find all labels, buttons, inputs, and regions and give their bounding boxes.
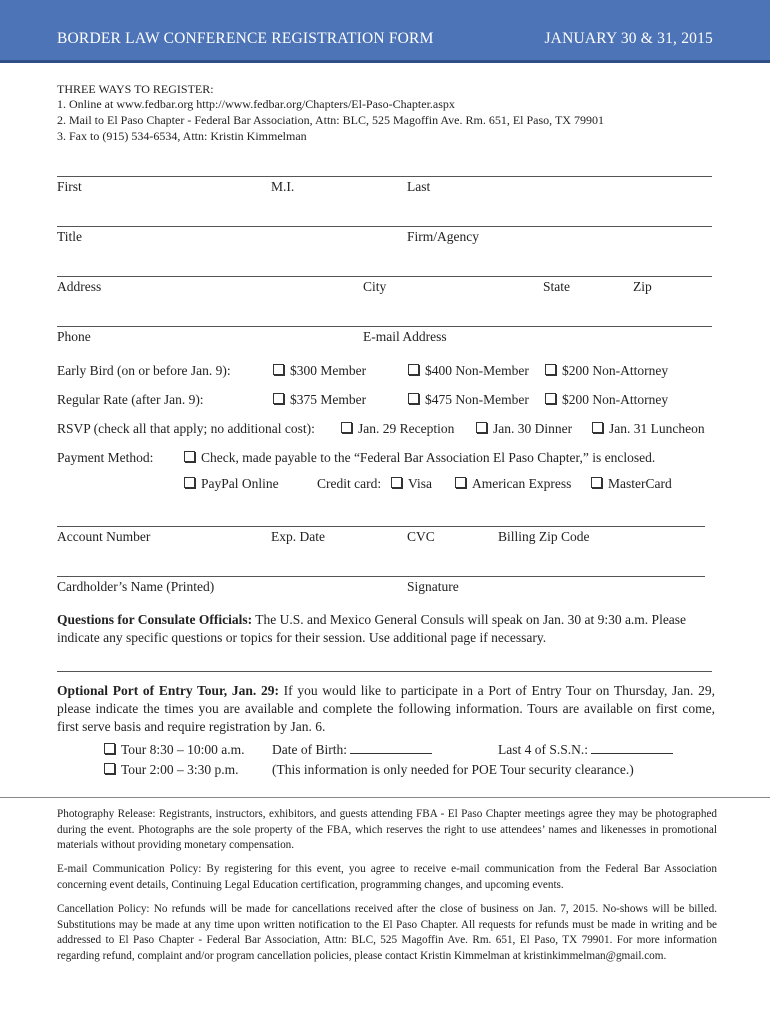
checkbox-icon (341, 422, 352, 433)
mastercard-checkbox[interactable]: MasterCard (591, 476, 672, 492)
dob-blank[interactable] (350, 743, 432, 754)
rsvp-luncheon-checkbox[interactable]: Jan. 31 Luncheon (592, 421, 705, 437)
visa-checkbox[interactable]: Visa (391, 476, 432, 492)
tour-afternoon-checkbox[interactable]: Tour 2:00 – 3:30 p.m. (104, 762, 239, 778)
regular-rate-label: Regular Rate (after Jan. 9): (57, 392, 204, 407)
checkbox-icon (104, 763, 115, 774)
form-title: BORDER LAW CONFERENCE REGISTRATION FORM (57, 30, 434, 47)
cardholder-line[interactable] (57, 576, 705, 577)
address-label: Address (57, 279, 102, 294)
rsvp-label: RSVP (check all that apply; no additional cost): (57, 421, 315, 436)
ways-heading: THREE WAYS TO REGISTER: (57, 82, 214, 96)
checkbox-icon (184, 477, 195, 488)
dob-field[interactable]: Date of Birth: (272, 742, 432, 758)
credit-card-label: Credit card: (317, 476, 382, 491)
title-line[interactable] (57, 226, 712, 227)
checkbox-icon (408, 393, 419, 404)
ssn-field[interactable]: Last 4 of S.S.N.: (498, 742, 673, 758)
city-label: City (363, 279, 387, 294)
tour-paragraph (57, 682, 715, 736)
cardholder-label: Cardholder’s Name (Printed) (57, 579, 215, 594)
checkbox-icon (476, 422, 487, 433)
checkbox-icon (391, 477, 402, 488)
amex-checkbox[interactable]: American Express (455, 476, 571, 492)
regular-nonmember-checkbox[interactable]: $475 Non-Member (408, 392, 529, 408)
exp-date-label: Exp. Date (271, 529, 325, 544)
check-payment-checkbox[interactable]: Check, made payable to the “Federal Bar Association El Paso Chapter,” is enclosed. (184, 450, 655, 466)
checkbox-icon (591, 477, 602, 488)
checkbox-icon (184, 451, 195, 462)
firm-label: Firm/Agency (407, 229, 479, 244)
consulate-answer-line[interactable] (57, 671, 712, 672)
cvc-label: CVC (407, 529, 435, 544)
early-bird-label: Early Bird (on or before Jan. 9): (57, 363, 231, 378)
checkbox-icon (273, 393, 284, 404)
checkbox-icon (545, 364, 556, 375)
early-member-checkbox[interactable]: $300 Member (273, 363, 366, 379)
account-number-label: Account Number (57, 529, 151, 544)
middle-initial-label: M.I. (271, 179, 295, 194)
regular-member-checkbox[interactable]: $375 Member (273, 392, 366, 408)
checkbox-icon (545, 393, 556, 404)
regular-nonattorney-checkbox[interactable]: $200 Non-Attorney (545, 392, 668, 408)
checkbox-icon (592, 422, 603, 433)
checkbox-icon (455, 477, 466, 488)
title-label: Title (57, 229, 83, 244)
header-banner (0, 0, 770, 63)
early-nonattorney-checkbox[interactable]: $200 Non-Attorney (545, 363, 668, 379)
way-fax: 3. Fax to (915) 534-6534, Attn: Kristin Kimmelman (57, 129, 307, 143)
name-line[interactable] (57, 176, 712, 177)
last-name-label: Last (407, 179, 431, 194)
policies-divider (0, 797, 770, 798)
checkbox-icon (408, 364, 419, 375)
rsvp-reception-checkbox[interactable]: Jan. 29 Reception (341, 421, 454, 437)
way-online: 1. Online at www.fedbar.org http://www.fedbar.org/Chapters/El-Paso-Chapter.aspx (57, 97, 455, 111)
phone-label: Phone (57, 329, 91, 344)
checkbox-icon (104, 743, 115, 754)
consulate-paragraph (57, 611, 715, 647)
cancellation-policy: Cancellation Policy: No refunds will be made for cancellations received after the close of business on Jan. 7, 2015. No-shows will be billed. Substitutions may be made at any time upon written notification to the El Paso Chapter. All requests for refunds must be made in writing and be addressed to El Paso Chapter - Federal Bar Association, Attn: BLC, 525 Magoffin Ave. Rm. 651, El Paso, TX 79901. For more information regarding refund, complaint and/or program cancellation policies, please contact Kristin Kimmelman at kristinkimmelman@gmail.com. (57, 903, 717, 962)
early-nonmember-checkbox[interactable]: $400 Non-Member (408, 363, 529, 379)
account-line[interactable] (57, 526, 705, 527)
phone-line[interactable] (57, 326, 712, 327)
email-label: E-mail Address (363, 329, 447, 344)
paypal-checkbox[interactable]: PayPal Online (184, 476, 279, 492)
email-policy: E-mail Communication Policy: By registering for this event, you agree to receive e-mail communication from the Federal Bar Association concerning event details, Continuing Legal Education certification, programming changes, and upcoming events. (57, 863, 717, 891)
tour-text: If you would like to participate in a Port of Entry Tour on Thursday, Jan. 29, please indicate the times you are available and complete the following information. Tours are available on first come, first serve basis and require registration by Jan. 6. (57, 683, 715, 734)
tour-morning-checkbox[interactable]: Tour 8:30 – 10:00 a.m. (104, 742, 245, 758)
payment-label: Payment Method: (57, 450, 154, 465)
ssn-blank[interactable] (591, 743, 673, 754)
first-name-label: First (57, 179, 82, 194)
consulate-text: The U.S. and Mexico General Consuls will speak on Jan. 30 at 9:30 a.m. Please indicate any specific questions or topics for their session. Use additional page if necessary. (57, 612, 687, 645)
tour-security-note: (This information is only needed for POE Tour security clearance.) (272, 762, 634, 777)
signature-label: Signature (407, 579, 459, 594)
event-date: JANUARY 30 & 31, 2015 (544, 30, 713, 47)
consulate-heading: Questions for Consulate Officials: (57, 612, 253, 627)
photography-release: Photography Release: Registrants, instructors, exhibitors, and guests attending FBA - El Paso Chapter meetings agree they may be photographed during the event. Photographs are the sole property of the FBA, which reserves the right to use attendees’ names and likenesses in promotional materials without providing monetary compensation. (57, 808, 717, 851)
address-line[interactable] (57, 276, 712, 277)
rsvp-dinner-checkbox[interactable]: Jan. 30 Dinner (476, 421, 572, 437)
checkbox-icon (273, 364, 284, 375)
way-mail: 2. Mail to El Paso Chapter - Federal Bar Association, Attn: BLC, 525 Magoffin Ave. Rm. 651, El Paso, TX 79901 (57, 113, 604, 127)
state-label: State (543, 279, 570, 294)
zip-label: Zip (633, 279, 652, 294)
billing-zip-label: Billing Zip Code (498, 529, 590, 544)
tour-heading: Optional Port of Entry Tour, Jan. 29: (57, 683, 279, 698)
